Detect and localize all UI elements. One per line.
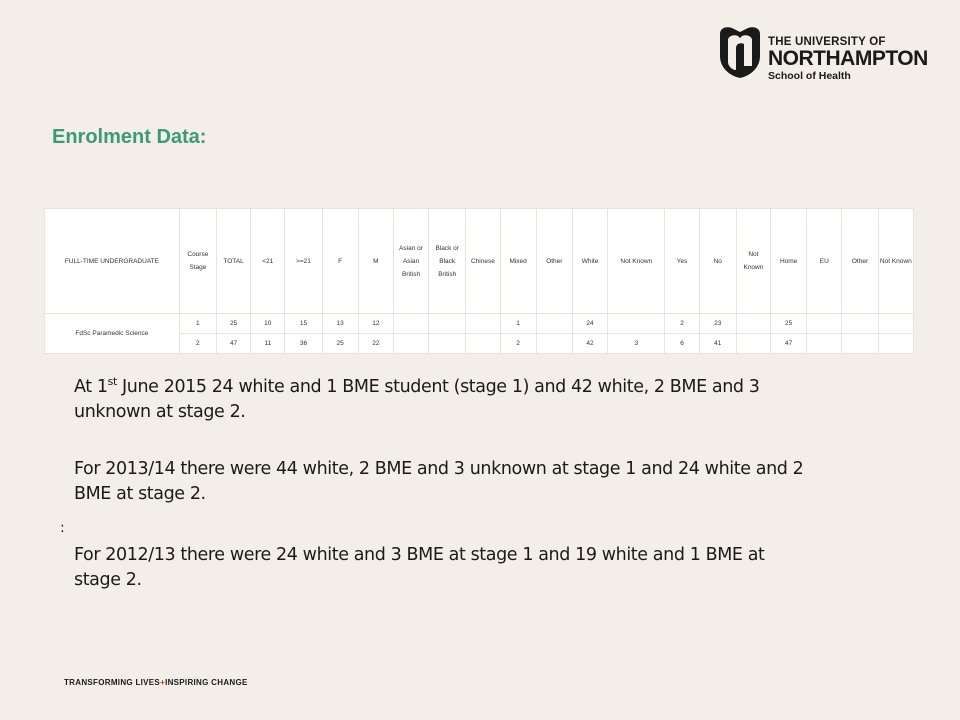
- table-header-cell: F: [322, 209, 358, 314]
- tagline-part-2: INSPIRING CHANGE: [165, 678, 248, 687]
- table-cell: [736, 314, 770, 334]
- table-cell: [878, 314, 913, 334]
- table-cell: 25: [771, 314, 807, 334]
- table-header-cell: Home: [771, 209, 807, 314]
- table-cell: 1: [179, 314, 216, 334]
- table-header-cell: Not Known: [736, 209, 770, 314]
- table-cell: 13: [322, 314, 358, 334]
- table-cell: 2: [500, 334, 536, 354]
- page-title: Enrolment Data:: [52, 126, 207, 148]
- table-header-cell: <21: [251, 209, 285, 314]
- table-cell: [736, 334, 770, 354]
- table-cell: [393, 314, 428, 334]
- table-cell: 12: [358, 314, 393, 334]
- table-header-cell: No: [699, 209, 736, 314]
- table-cell: 24: [572, 314, 607, 334]
- p1-text-end: June 2015 24 white and 1 BME student (stage 1) and 42 white, 2 BME and 3 unknown at stage 2.: [74, 376, 760, 422]
- logo-line-3: School of Health: [768, 70, 851, 82]
- table-cell: [536, 334, 572, 354]
- paragraph-2013-14: For 2013/14 there were 44 white, 2 BME and 3 unknown at stage 1 and 24 white and 2 BME at stage 2.: [74, 459, 804, 504]
- tagline-part-1: TRANSFORMING LIVES: [64, 678, 161, 687]
- stray-colon: :: [60, 520, 65, 536]
- university-emblem-icon: [716, 26, 764, 78]
- table-cell: 36: [285, 334, 322, 354]
- table-header-cell: Black or Black British: [429, 209, 466, 314]
- table-header-cell: Other: [536, 209, 572, 314]
- course-name-cell: FdSc Paramedic Science: [45, 314, 180, 354]
- table-header-cell: FULL-TIME UNDERGRADUATE: [45, 209, 180, 314]
- table-header-cell: Asian or Asian British: [393, 209, 428, 314]
- logo-line-1: THE UNIVERSITY OF: [768, 36, 886, 48]
- paragraph-current-enrolment: [74, 369, 814, 425]
- table-header-row: [45, 209, 914, 314]
- table-header-cell: Chinese: [466, 209, 500, 314]
- table-cell: 47: [216, 334, 250, 354]
- table-cell: 3: [608, 334, 665, 354]
- enrolment-table: [44, 208, 914, 354]
- table-header-cell: M: [358, 209, 393, 314]
- table-cell: [807, 314, 842, 334]
- table-header-cell: White: [572, 209, 607, 314]
- table-cell: [429, 314, 466, 334]
- table-header-cell: TOTAL: [216, 209, 250, 314]
- table-cell: [878, 334, 913, 354]
- table-cell: 6: [665, 334, 699, 354]
- table-row: [45, 314, 914, 334]
- table-header-cell: Mixed: [500, 209, 536, 314]
- tagline-plus: +: [160, 678, 166, 687]
- table-cell: [466, 314, 500, 334]
- table-cell: 23: [699, 314, 736, 334]
- table-header-cell: Not Known: [878, 209, 913, 314]
- table-cell: [842, 334, 878, 354]
- table-header-cell: Yes: [665, 209, 699, 314]
- table-cell: 10: [251, 314, 285, 334]
- table-cell: 11: [251, 334, 285, 354]
- table-cell: 1: [500, 314, 536, 334]
- table-cell: [466, 334, 500, 354]
- table-cell: 22: [358, 334, 393, 354]
- p1-superscript: st: [107, 375, 117, 388]
- table-header-cell: >=21: [285, 209, 322, 314]
- table-cell: [393, 334, 428, 354]
- table-header-cell: Not Known: [608, 209, 665, 314]
- logo-line-2: NORTHAMPTON: [768, 47, 928, 70]
- p1-text-start: At 1: [74, 376, 108, 397]
- footer-tagline: [64, 678, 248, 687]
- table-cell: 2: [179, 334, 216, 354]
- table-cell: 25: [322, 334, 358, 354]
- university-logo: [716, 26, 926, 88]
- table-header-cell: EU: [807, 209, 842, 314]
- table-cell: 25: [216, 314, 250, 334]
- table-cell: [608, 314, 665, 334]
- table-header-cell: Course Stage: [179, 209, 216, 314]
- table-header-cell: Other: [842, 209, 878, 314]
- table-cell: 41: [699, 334, 736, 354]
- table-cell: 15: [285, 314, 322, 334]
- paragraph-2012-13: For 2012/13 there were 24 white and 3 BME at stage 1 and 19 white and 1 BME at stage 2.: [74, 545, 765, 590]
- table-cell: [536, 314, 572, 334]
- table-cell: 42: [572, 334, 607, 354]
- table-cell: 47: [771, 334, 807, 354]
- table-cell: [429, 334, 466, 354]
- table-cell: [842, 314, 878, 334]
- table-cell: 2: [665, 314, 699, 334]
- table-cell: [807, 334, 842, 354]
